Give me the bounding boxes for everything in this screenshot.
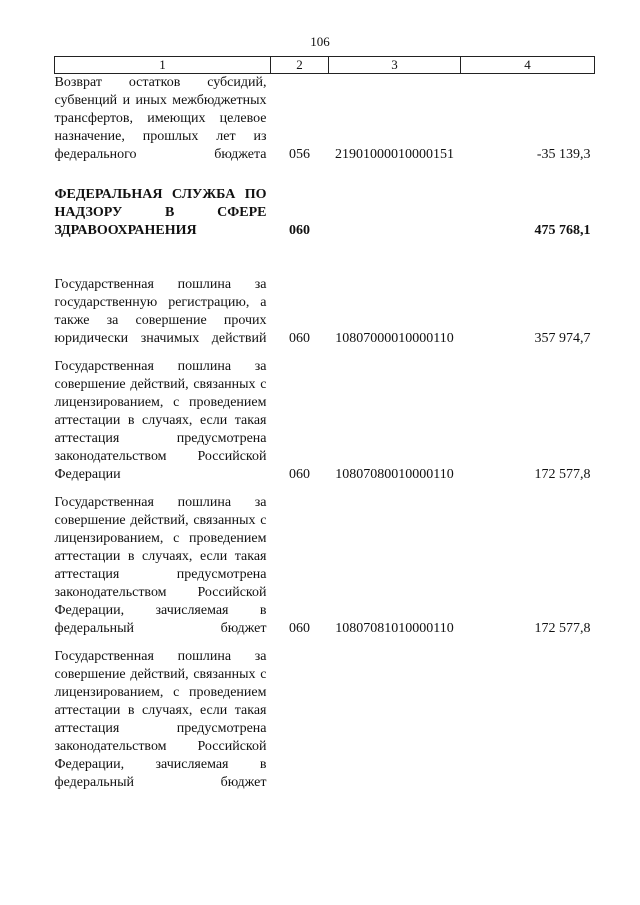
row-admin-code: 060 xyxy=(289,467,310,482)
row-name: ФЕДЕРАЛЬНАЯ СЛУЖБА ПО НАДЗОРУ В СФЕРЕ ЗДРАВООХРАНЕНИЯ xyxy=(54,187,267,238)
row-admin-code: 060 xyxy=(289,331,310,346)
header-col-3: 3 xyxy=(329,57,461,74)
table-row xyxy=(55,240,595,348)
page-number: 106 xyxy=(310,34,330,49)
row-kbk-code: 10807000010000110 xyxy=(335,331,454,346)
row-name: Возврат остатков субсидий, субвенций и иных межбюджетных трансфертов, имеющих целевое назначение, прошлых лет из федерального бюджета xyxy=(54,75,267,162)
row-amount: 172 577,8 xyxy=(534,467,591,482)
row-amount: 475 768,1 xyxy=(534,223,591,238)
row-kbk-code: 10807081010000110 xyxy=(335,621,454,636)
row-kbk-code xyxy=(329,638,461,792)
row-name: Государственная пошлина за совершение действий, связанных с лицензированием, с проведением аттестации в случаях, если такая аттестация предусмотрена законодательством Российской Федерации, зачисляемая в федеральный бюджет xyxy=(54,495,267,636)
header-col-4: 4 xyxy=(461,57,595,74)
row-name: Государственная пошлина за государственную регистрацию, а также за совершение прочих юридически значимых действий xyxy=(54,277,267,346)
row-kbk-code xyxy=(329,164,461,240)
row-kbk-code: 21901000010000151 xyxy=(335,147,454,162)
row-amount: -35 139,3 xyxy=(536,147,591,162)
header-col-1: 1 xyxy=(55,57,271,74)
table-row xyxy=(55,638,595,792)
header-col-2: 2 xyxy=(271,57,329,74)
row-amount: 172 577,8 xyxy=(534,621,591,636)
row-admin-code: 060 xyxy=(289,621,310,636)
row-amount: 357 974,7 xyxy=(534,331,591,346)
table-row xyxy=(55,74,595,165)
table-row xyxy=(55,348,595,484)
table-row-section xyxy=(55,164,595,240)
row-admin-code: 060 xyxy=(289,223,310,238)
table-header xyxy=(55,57,595,74)
row-kbk-code: 10807080010000110 xyxy=(335,467,454,482)
header-row xyxy=(55,57,595,74)
table-row xyxy=(55,484,595,638)
row-admin-code: 056 xyxy=(289,147,310,162)
row-amount xyxy=(461,638,595,792)
revenue-table xyxy=(54,56,595,792)
row-name: Государственная пошлина за совершение действий, связанных с лицензированием, с проведением аттестации в случаях, если такая аттестация предусмотрена законодательством Российской Федерации, зачисляемая в федеральный бюджет xyxy=(54,649,267,790)
row-name: Государственная пошлина за совершение действий, связанных с лицензированием, с проведением аттестации в случаях, если такая аттестация предусмотрена законодательством Российской Федерации xyxy=(54,359,267,482)
row-admin-code xyxy=(271,638,329,792)
